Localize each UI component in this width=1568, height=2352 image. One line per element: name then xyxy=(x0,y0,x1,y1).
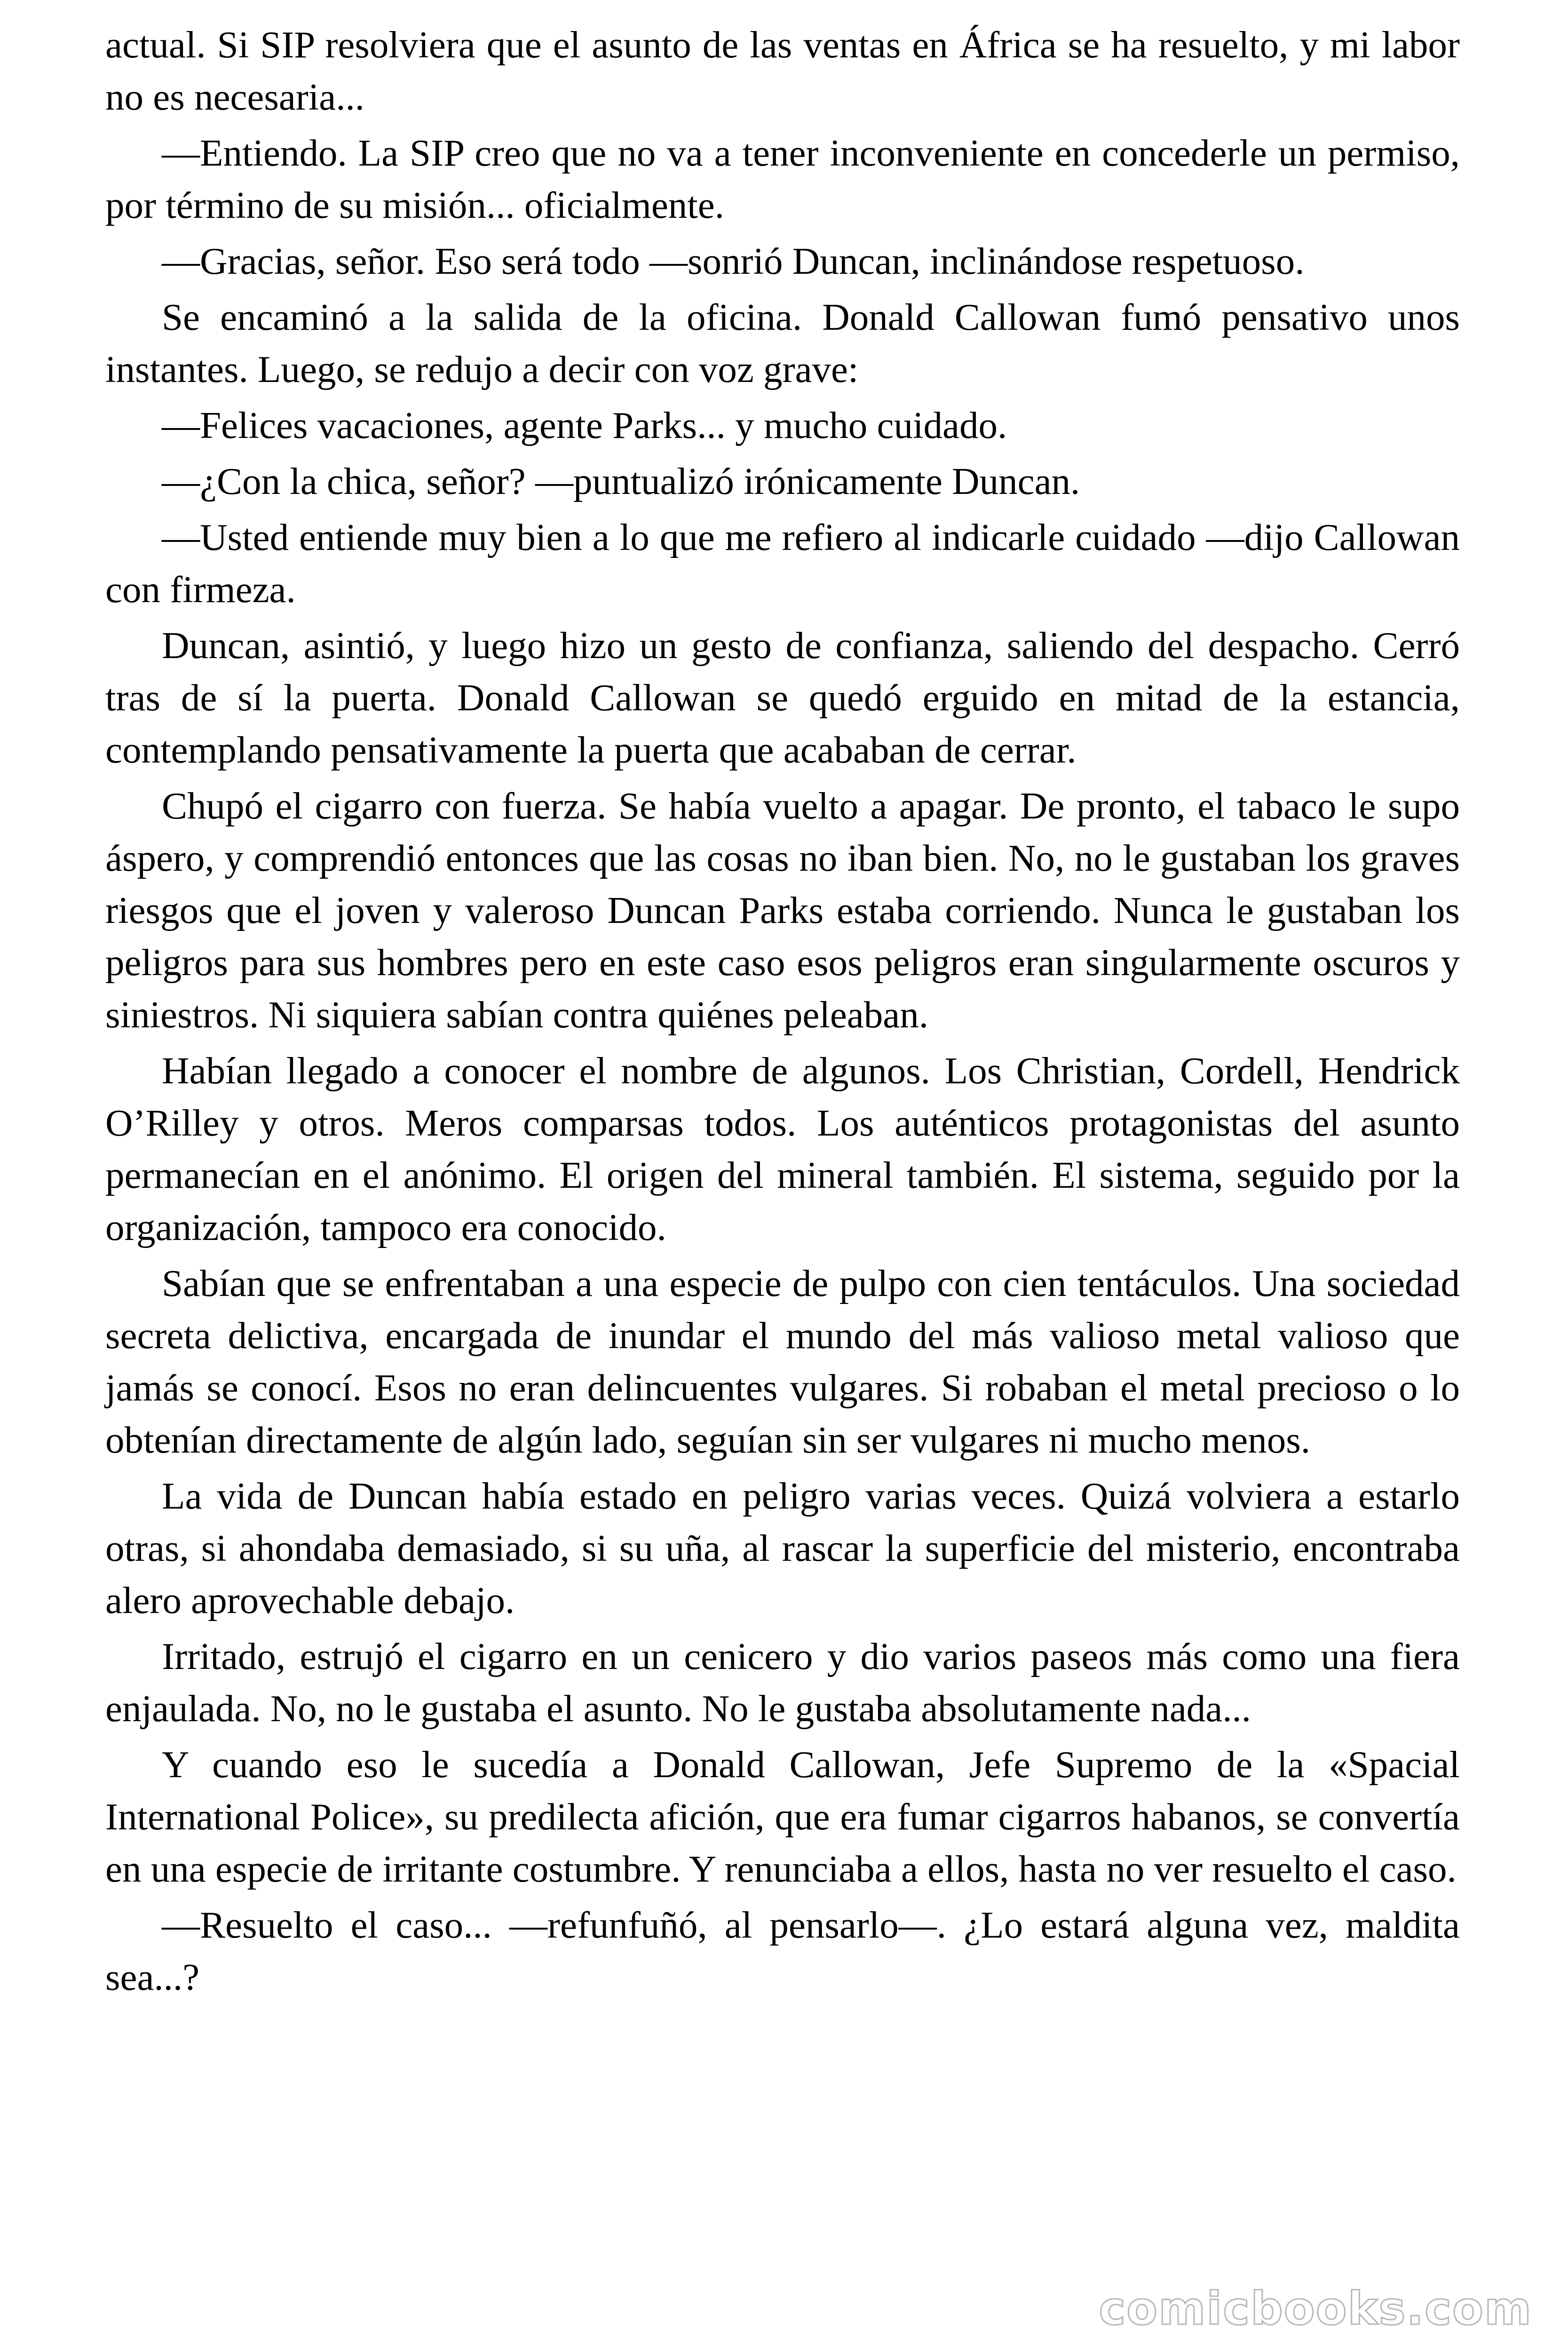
paragraph: Chupó el cigarro con fuerza. Se había vuelto a apagar. De pronto, el tabaco le supo áspero, y comprendió entonces que las cosas no iban bien. No, no le gustaban los graves riesgos que el joven y valeroso Duncan Parks estaba corriendo. Nunca le gustaban los peligros para sus hombres pero en este caso esos peligros eran singularmente oscuros y siniestros. Ni siquiera sabían contra quiénes peleaban. xyxy=(105,785,1460,1036)
paragraph: —Felices vacaciones, agente Parks... y mucho cuidado. xyxy=(162,404,1007,446)
paragraph: —Resuelto el caso... —refunfuñó, al pensarlo—. ¿Lo estará alguna vez, maldita sea...? xyxy=(105,1904,1460,1998)
paragraph: Irritado, estrujó el cigarro en un cenicero y dio varios paseos más como una fiera enjaulada. No, no le gustaba el asunto. No le gustaba absolutamente nada... xyxy=(105,1635,1460,1730)
paragraph: Y cuando eso le sucedía a Donald Callowan, Jefe Supremo de la «Spacial International Police», su predilecta afición, que era fumar cigarros habanos, se convertía en una especie de irritante costumbre. Y renunciaba a ellos, hasta no ver resuelto el caso. xyxy=(105,1743,1460,1890)
paragraph: actual. Si SIP resolviera que el asunto de las ventas en África se ha resuelto, y mi labor no es necesaria... xyxy=(105,24,1460,118)
paragraph: Sabían que se enfrentaban a una especie de pulpo con cien tentáculos. Una sociedad secreta delictiva, encargada de inundar el mundo del más valioso metal valioso que jamás se conocí. Esos no eran delincuentes vulgares. Si robaban el metal precioso o lo obtenían directamente de algún lado, seguían sin ser vulgares ni mucho menos. xyxy=(105,1262,1460,1461)
book-page-text xyxy=(105,19,1460,2007)
paragraph: Duncan, asintió, y luego hizo un gesto de confianza, saliendo del despacho. Cerró tras de sí la puerta. Donald Callowan se quedó erguido en mitad de la estancia, contemplando pensativamente la puerta que acababan de cerrar. xyxy=(105,624,1460,771)
paragraph: —Usted entiende muy bien a lo que me refiero al indicarle cuidado —dijo Callowan con firmeza. xyxy=(105,516,1460,611)
paragraph: Se encaminó a la salida de la oficina. Donald Callowan fumó pensativo unos instantes. Luego, se redujo a decir con voz grave: xyxy=(105,296,1460,390)
paragraph: —Entiendo. La SIP creo que no va a tener inconveniente en concederle un permiso, por término de su misión... oficialmente. xyxy=(105,132,1460,226)
paragraph: La vida de Duncan había estado en peligro varias veces. Quizá volviera a estarlo otras, si ahondaba demasiado, si su uña, al rascar la superficie del misterio, encontraba alero aprovechable debajo. xyxy=(105,1475,1460,1621)
watermark: comicbooks.com xyxy=(1099,2282,1532,2335)
paragraph: —Gracias, señor. Eso será todo —sonrió Duncan, inclinándose respetuoso. xyxy=(162,240,1305,282)
paragraph: Habían llegado a conocer el nombre de algunos. Los Christian, Cordell, Hendrick O’Rilley y otros. Meros comparsas todos. Los auténticos protagonistas del asunto permanecían en el anónimo. El origen del mineral también. El sistema, seguido por la organización, tampoco era conocido. xyxy=(105,1049,1460,1248)
paragraph: —¿Con la chica, señor? —puntualizó irónicamente Duncan. xyxy=(162,460,1080,502)
